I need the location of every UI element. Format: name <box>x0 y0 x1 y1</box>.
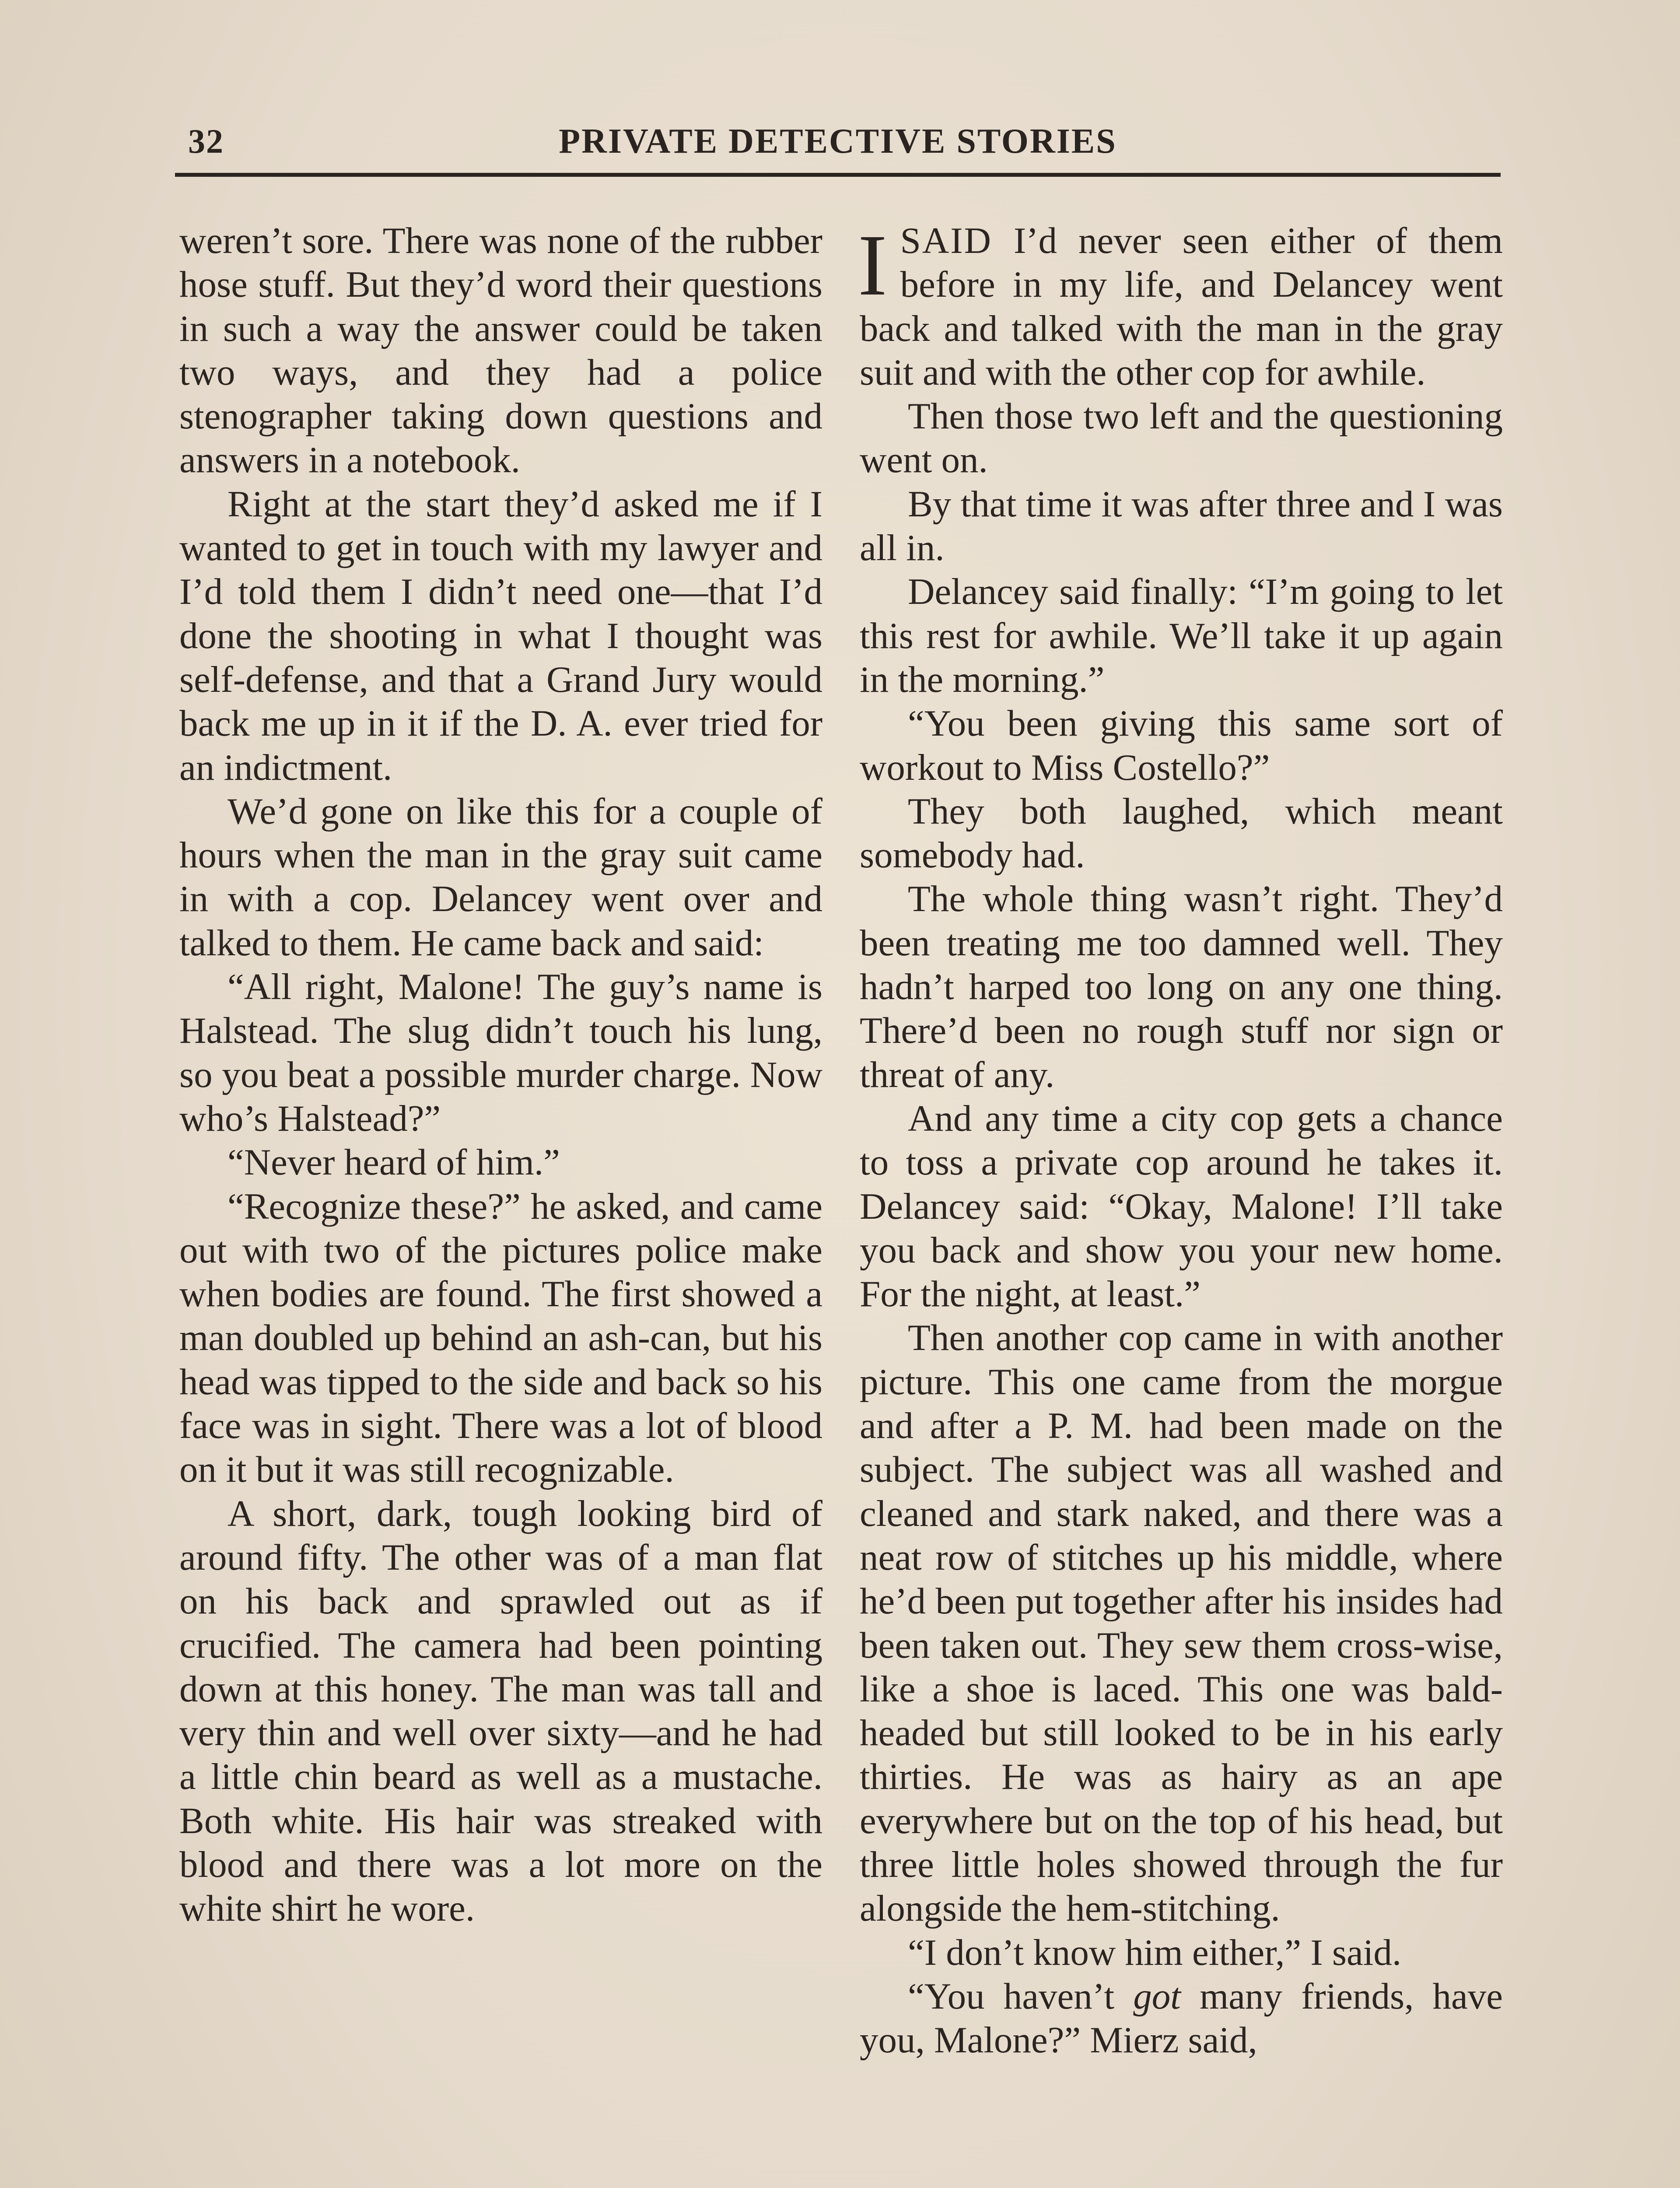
paragraph: The whole thing wasn’t right. They’d been treating me too damned well. They hadn’t harped too long on any one thing. There’d been no rough stuff nor sign or threat of any. <box>860 878 1503 1095</box>
text-run: many friends, have you, Malone?” Mierz said, <box>860 1975 1503 2061</box>
opening-paragraph <box>860 219 1503 394</box>
paragraph: Then those two left and the questioning went on. <box>860 396 1503 481</box>
paragraph: Then another cop came in with another picture. This one came from the morgue and after a P. M. had been made on the subject. The subject was all washed and cleaned and stark naked, and there was a neat row of stitches up his middle, where he’d been put together after his insides had been taken out. They sew them cross-wise, like a shoe is laced. This one was bald-headed but still looked to be in his early thirties. He was as hairy as an ape everywhere but on the top of his head, but three little holes showed through the fur alongside the hem-stitching. <box>860 1317 1503 1929</box>
header-rule <box>175 173 1501 177</box>
paragraph: By that time it was after three and I was all in. <box>860 483 1503 569</box>
paragraph: “All right, Malone! The guy’s name is Halstead. The slug didn’t touch his lung, so you beat a possible murder charge. Now who’s Halstead?” <box>179 966 822 1139</box>
paragraph: A short, dark, tough looking bird of around fifty. The other was of a man flat on his back and sprawled out as if crucified. The camera had been pointing down at this honey. The man was tall and very thin and well over sixty—and he had a little chin beard as well as a mustache. Both white. His hair was streaked with blood and there was a lot more on the white shirt he wore. <box>179 1493 822 1929</box>
paragraph: “Never heard of him.” <box>228 1142 560 1183</box>
running-head: PRIVATE DETECTIVE STORIES <box>559 122 1117 161</box>
drop-cap: I <box>858 217 887 314</box>
left-column <box>179 219 822 1931</box>
paragraph: They both laughed, which meant somebody had. <box>860 790 1503 876</box>
paragraph: And any time a city cop gets a chance to toss a private cop around he takes it. Delancey said: “Okay, Malone! I’ll take you back and show you your new home. For the night, at least.” <box>860 1098 1503 1315</box>
italic-word: got <box>1133 1975 1181 2017</box>
paragraph <box>860 1974 1503 2062</box>
paragraph: weren’t sore. There was none of the rubber hose stuff. But they’d word their questions in such a way the answer could be taken two ways, and they had a police stenographer taking down questions and answers in a notebook. <box>179 220 822 481</box>
text-run: “You haven’t <box>908 1975 1134 2017</box>
paragraph: We’d gone on like this for a couple of hours when the man in the gray suit came in with a cop. Delancey went over and talked to them. He came back and said: <box>179 790 822 964</box>
paragraph: Delancey said finally: “I’m going to let this rest for awhile. We’ll take it up again in the morning.” <box>860 571 1503 700</box>
paragraph: Right at the start they’d asked me if I wanted to get in touch with my lawyer and I’d told them I didn’t need one—that I’d done the shooting in what I thought was self-defense, and that a Grand Jury would back me up in it if the D. A. ever tried for an indictment. <box>179 483 822 788</box>
paragraph: “You been giving this same sort of workout to Miss Costello?” <box>860 703 1503 788</box>
opening-text: I’d never seen either of them before in my life, and Delancey went back and talked with the man in the gray suit and with the other cop for awhile. <box>860 220 1503 393</box>
page-number: 32 <box>188 122 224 160</box>
right-column <box>860 219 1503 2062</box>
drop-cap-word: SAID <box>900 220 992 261</box>
paragraph: “I don’t know him either,” I said. <box>908 1932 1402 1973</box>
page-header <box>175 118 1501 175</box>
paragraph: “Recognize these?” he asked, and came out with two of the pictures police make when bodies are found. The first showed a man doubled up behind an ash-can, but his head was tipped to the side and back so his face was in sight. There was a lot of blood on it but it was still recognizable. <box>179 1185 822 1490</box>
